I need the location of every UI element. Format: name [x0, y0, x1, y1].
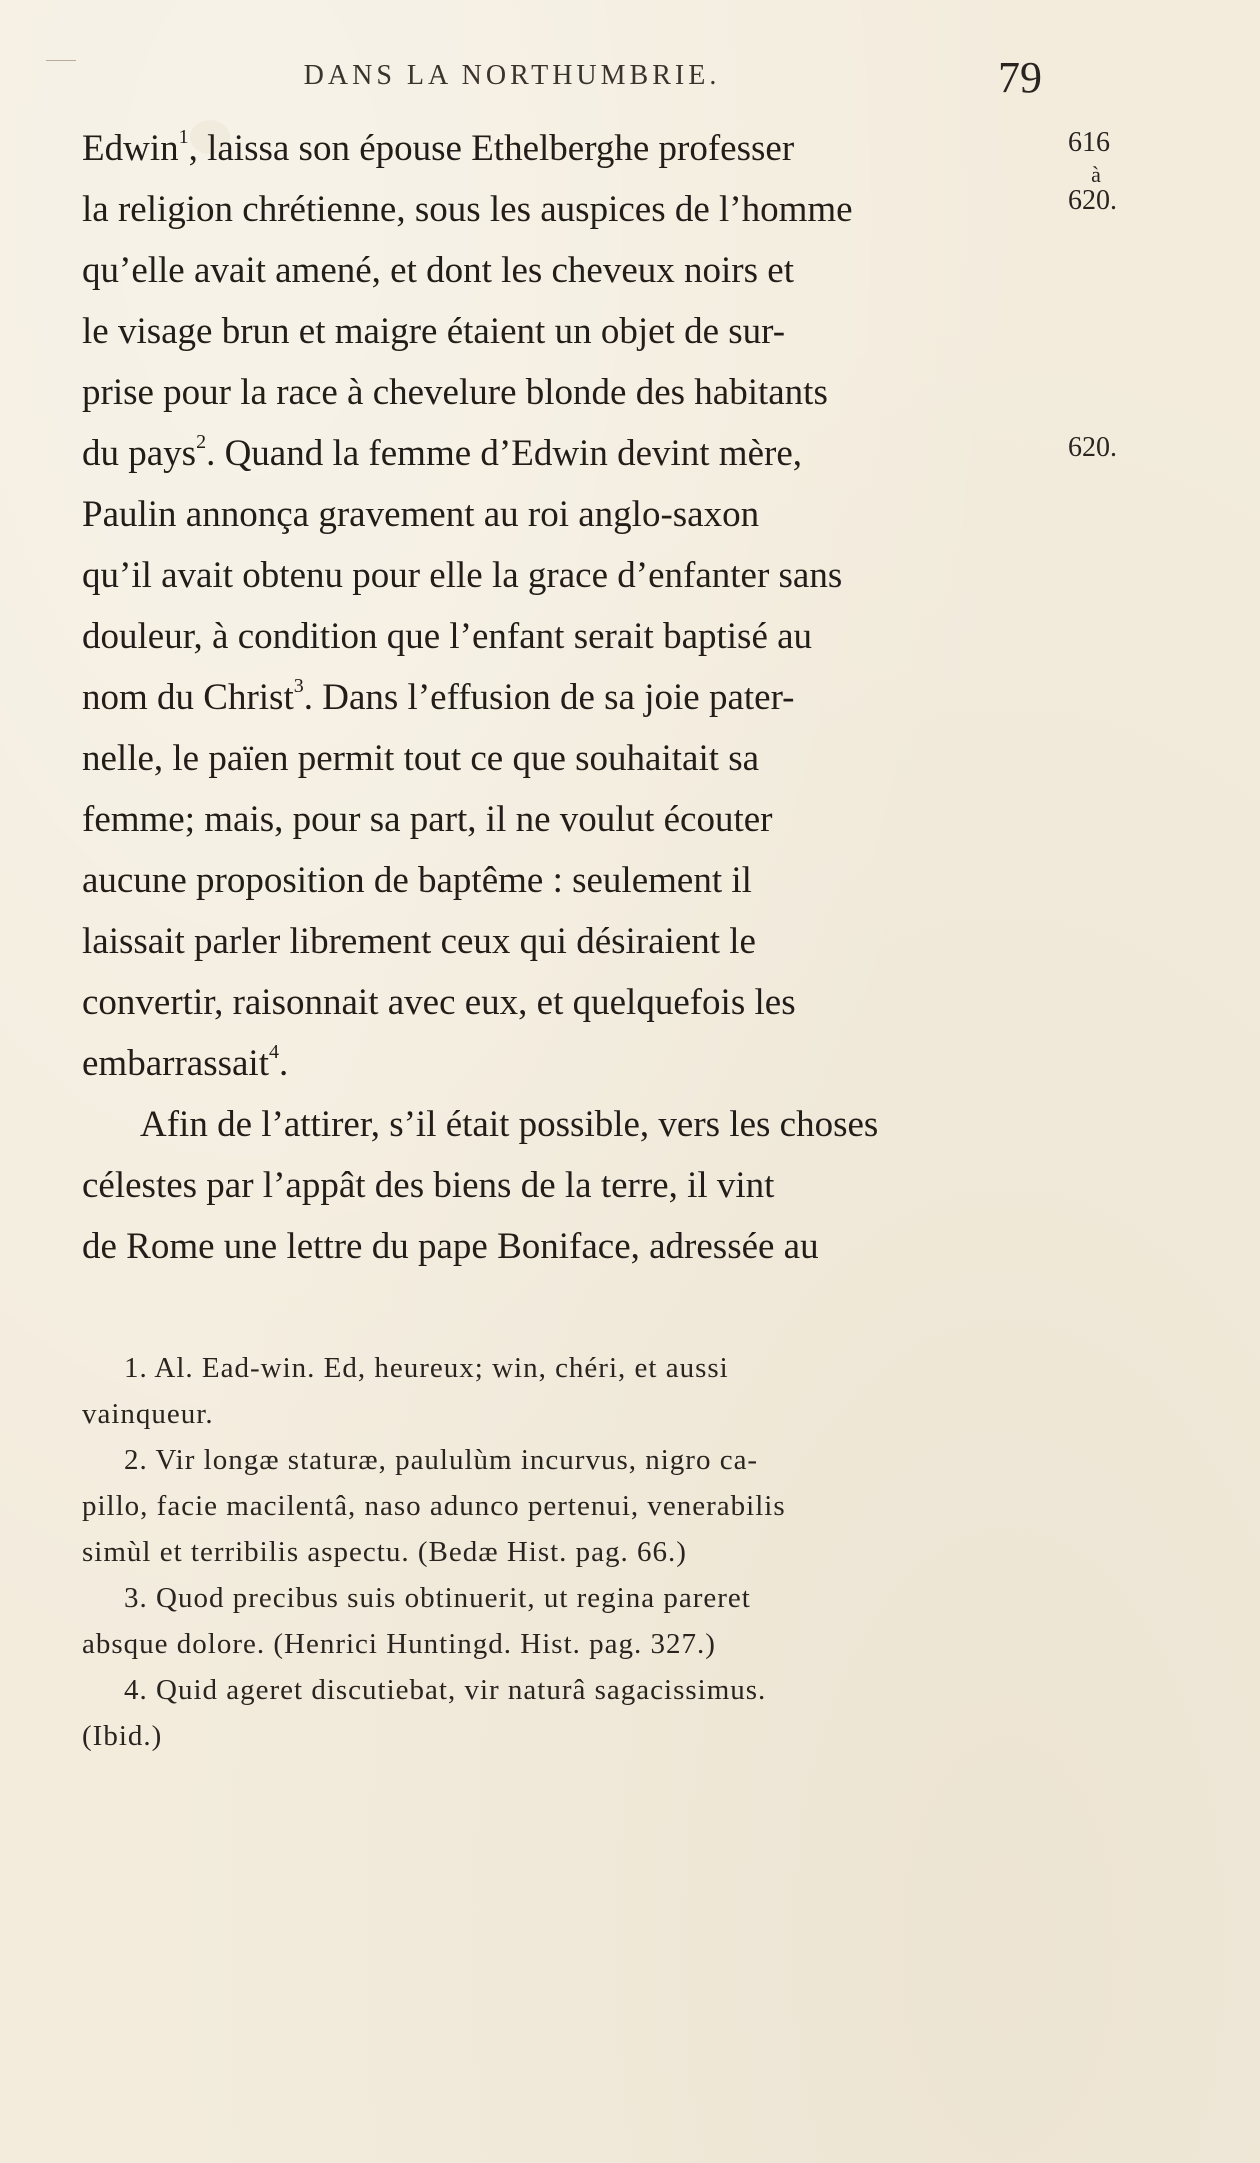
text-segment: nom du Christ$^3$. Dans l’effusion de sa joie pater- — [82, 674, 795, 718]
text-line: la religion chrétienne, sous les auspices de l’homme — [82, 189, 853, 230]
text-line: douleur, à condition que l’enfant serait baptisé au — [82, 616, 813, 657]
text-line: le visage brun et maigre étaient un objet de sur- — [82, 311, 786, 352]
margin-date-connector: à — [1091, 162, 1101, 187]
footnotes — [82, 1345, 1042, 1759]
footnote-ref: 3 — [293, 674, 304, 697]
text-line — [82, 667, 1042, 728]
text-line: aucune proposition de baptême : seulement il — [82, 860, 752, 901]
text-line: femme; mais, pour sa part, il ne voulut écouter — [82, 799, 773, 840]
text-line — [82, 423, 1042, 484]
text-segment: du pays$^2$. Quand la femme d’Edwin devint mère, — [82, 430, 802, 474]
text-line: qu’il avait obtenu pour elle la grace d’enfanter sans — [82, 555, 843, 596]
footnote-ref: 1 — [178, 125, 189, 148]
text-line: Afin de l’attirer, s’il était possible, vers les choses — [140, 1104, 879, 1145]
margin-date: 620. — [1068, 432, 1117, 463]
page-number: 79 — [998, 53, 1042, 102]
footnote-line: absque dolore. (Henrici Huntingd. Hist. pag. 327.) — [82, 1628, 716, 1660]
footnote-line: simùl et terribilis aspectu. (Bedæ Hist. pag. 66.) — [82, 1536, 687, 1568]
text-line: Paulin annonça gravement au roi anglo-saxon — [82, 494, 760, 535]
main-text — [82, 118, 1042, 1277]
text-line: convertir, raisonnait avec eux, et quelquefois les — [82, 982, 796, 1023]
text-line: de Rome une lettre du pape Boniface, adressée au — [82, 1226, 819, 1267]
footnote-ref: 2 — [196, 430, 207, 453]
text-line — [82, 118, 1042, 179]
running-head — [82, 52, 1042, 112]
footnote-line: 3. Quod precibus suis obtinuerit, ut regina pareret — [124, 1582, 751, 1614]
text-line: nelle, le païen permit tout ce que souhaitait sa — [82, 738, 760, 779]
text-segment: embarrassait$^4$. — [82, 1040, 289, 1084]
footnote-line: 4. Quid ageret discutiebat, vir naturâ sagacissimus. — [124, 1674, 767, 1706]
text-line: célestes par l’appât des biens de la terre, il vint — [82, 1165, 775, 1206]
text-line — [82, 1033, 1042, 1094]
footnote-line: (Ibid.) — [82, 1720, 163, 1752]
text-line: prise pour la race à chevelure blonde des habitants — [82, 372, 828, 413]
text-line: qu’elle avait amené, et dont les cheveux noirs et — [82, 250, 794, 291]
footnote-line: pillo, facie macilentâ, naso adunco pertenui, venerabilis — [82, 1490, 786, 1522]
footnote-line: 1. Al. Ead-win. Ed, heureux; win, chéri, et aussi — [124, 1352, 729, 1384]
text-line: laissait parler librement ceux qui désiraient le — [82, 921, 756, 962]
text-segment: Edwin$^1$, laissa son épouse Ethelberghe professer — [82, 125, 795, 169]
footnote-line: 2. Vir longæ staturæ, paululùm incurvus, nigro ca- — [124, 1444, 759, 1476]
footnote-line: vainqueur. — [82, 1398, 214, 1430]
margin-date-end: 620. — [1068, 185, 1117, 216]
margin-mark — [46, 60, 76, 61]
margin-date-start: 616 — [1068, 127, 1110, 158]
running-title: DANS LA NORTHUMBRIE. — [303, 60, 721, 91]
footnote-ref: 4 — [268, 1040, 279, 1063]
